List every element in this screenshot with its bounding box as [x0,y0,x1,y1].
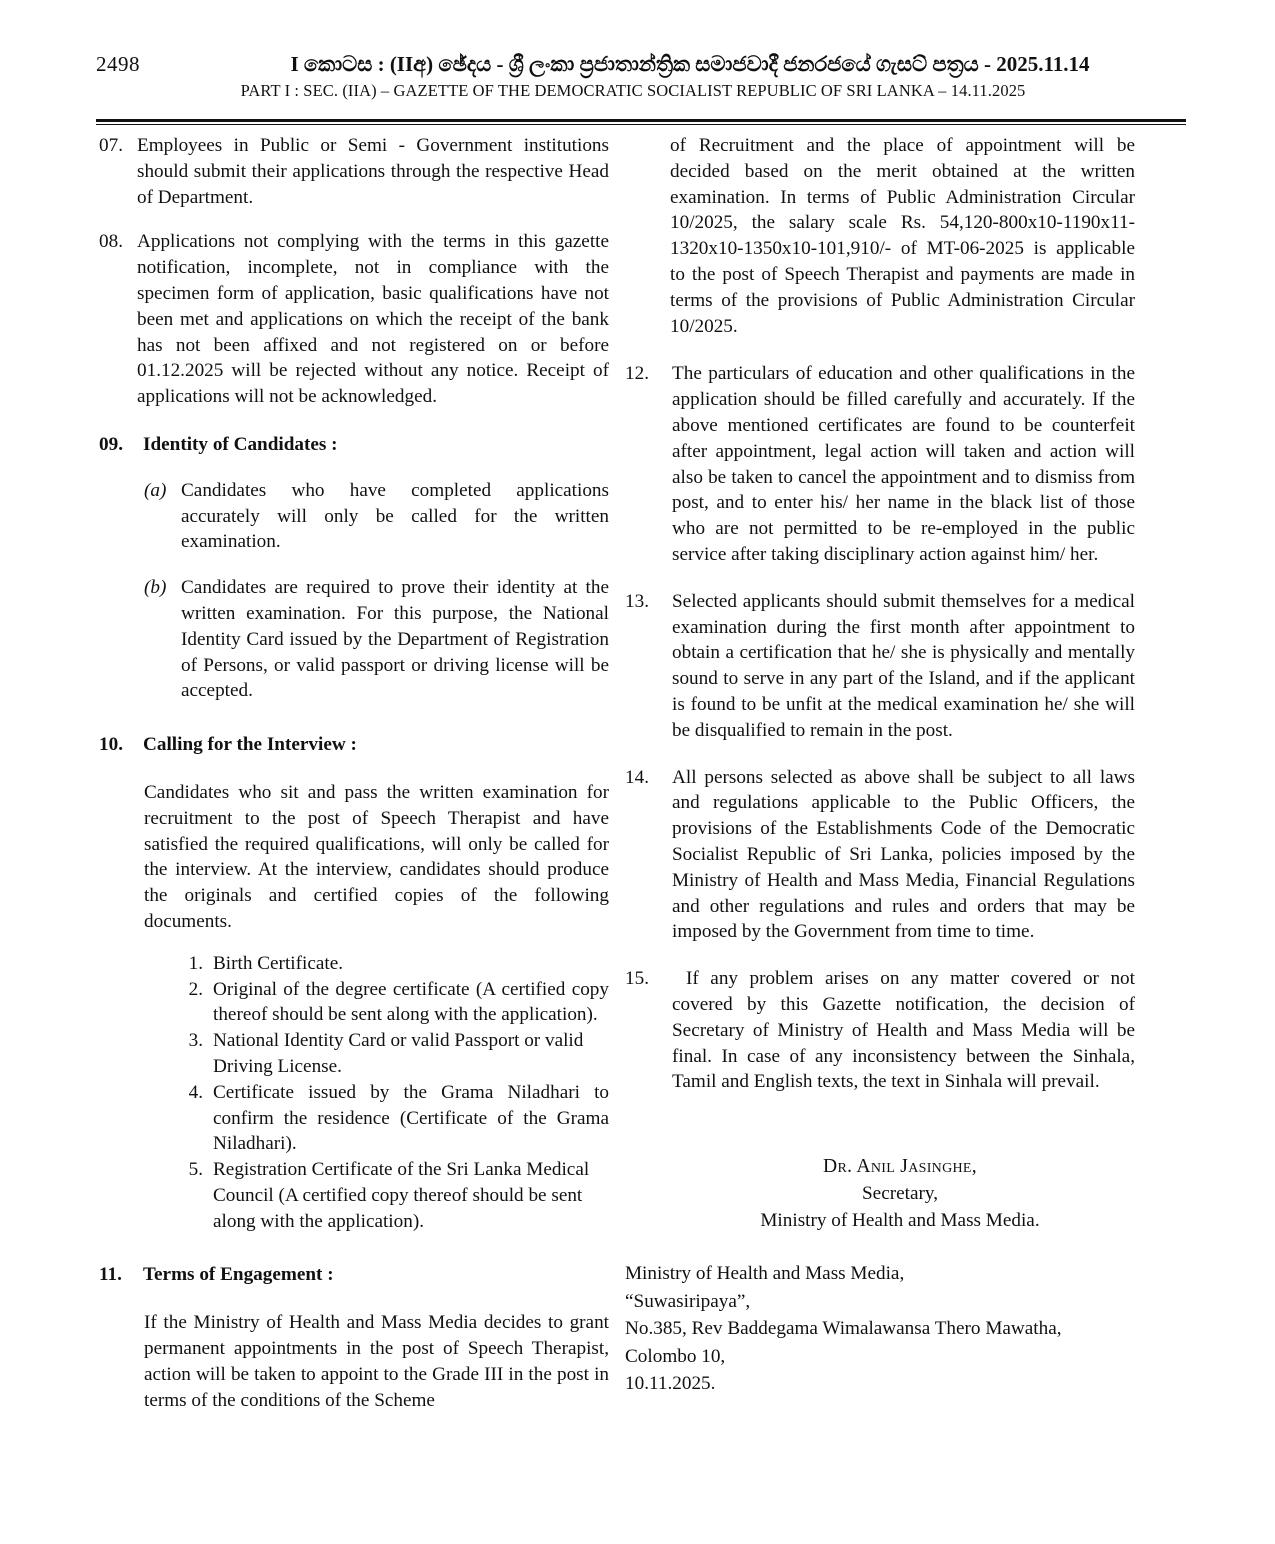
address-line-2: “Suwasiripaya”, [625,1290,751,1312]
heading-11 [99,1262,609,1288]
subclause-09b [144,575,609,704]
heading-09 [99,432,609,458]
heading-10 [99,732,609,758]
clause-12 [625,361,1135,567]
left-column [99,133,609,1429]
subclause-09a-text: Candidates who have completed applications accurately will only be called for the written examination. [181,479,609,553]
paragraph-11-continuation: of Recruitment and the place of appointment will be decided based on the merit obtained at the written examination. In terms of Public Administration Circular 10/2025, the salary scale Rs. 54,120-800x10-1190x11-1320x10-1350x10-101,910/- of MT-06-2025 is applicable to the post of Speech Therapist and payments are made in terms of the provisions of Public Administration Circular 10/2025. [670,135,1135,337]
header-rule-thin [96,124,1186,125]
signature-block [625,1153,1135,1234]
clause-07-text: Employees in Public or Semi - Government institutions should submit their applications through the respective Head of Department. [137,135,609,208]
address-date: 10.11.2025. [625,1373,716,1395]
list-item-text: Original of the degree certificate (A certified copy thereof should be sent along with the application). [213,978,609,1026]
clause-08-number: 08. [99,231,123,253]
heading-09-title: Identity of Candidates : [143,433,338,455]
list-item-number: 4. [188,1081,203,1103]
header-primary-row [96,52,1186,77]
clause-07-number: 07. [99,135,123,156]
address-block [625,1260,1135,1398]
subclause-09a-label: (a) [144,479,167,501]
list-item-number: 3. [188,1030,203,1052]
clause-13 [625,589,1135,744]
signatory-department: Ministry of Health and Mass Media. [760,1210,1040,1232]
clause-12-number: 12. [625,363,649,385]
list-item [177,1080,609,1157]
header-sinhala-title: I කොටස : (IIඅ) ඡේදය - ශ්‍රී ලංකා ප්‍රජාතාන්ත්‍රික සමාජවාදී ජනරජයේ ගැසට් පත්‍රය - 2025.11.14 [290,52,1090,76]
header-rule-thick [96,119,1186,122]
address-line-1: Ministry of Health and Mass Media, [625,1263,905,1285]
clause-12-text: The particulars of education and other qualifications in the application should be filled carefully and accurately. If the above mentioned certificates are found to be counterfeit after appointment, legal action will taken and action will also be taken to cancel the appointment and to dismiss from post, and to enter his/ her name in the black list of those who are not permitted to be re-employed in the public service after taking disciplinary action against him/ her. [672,363,1135,565]
list-item [177,1157,609,1234]
heading-11-number: 11. [99,1264,122,1286]
heading-10-number: 10. [99,734,123,756]
signatory-role: Secretary, [862,1183,938,1205]
signatory-name: Dr. Anil Jasinghe, [823,1156,977,1178]
list-item-text: National Identity Card or valid Passport or valid Driving License. [213,1030,584,1077]
header-english-title: PART I : SEC. (IIA) – GAZETTE OF THE DEMOCRATIC SOCIALIST REPUBLIC OF SRI LANKA – 14.11.2025 [240,81,1026,100]
clause-07 [99,133,609,210]
list-item-text: Birth Certificate. [213,952,344,974]
address-line-4: Colombo 10, [625,1345,726,1367]
list-item [177,1028,609,1080]
clause-14-text: All persons selected as above shall be subject to all laws and regulations applicable to the Public Officers, the provisions of the Establishments Code of the Democratic Socialist Republic of Sri Lanka, policies imposed by the Ministry of Health and Mass Media, Financial Regulations and other regulations and rules and orders that may be imposed by the Government from time to time. [672,766,1135,943]
page-number: 2498 [96,52,140,76]
list-item-text: Certificate issued by the Grama Niladhari to confirm the residence (Certificate of the Grama Niladhari). [213,1081,609,1155]
clause-08-text: Applications not complying with the terms in this gazette notification, incomplete, not in compliance with the specimen form of application, basic qualifications have not been met and applications on which the receipt of the bank has not been affixed and not registered on or before 01.12.2025 will be rejected without any notice. Receipt of applications will not be acknowledged. [137,231,609,408]
list-item-number: 5. [188,1159,203,1181]
list-item-text: Registration Certificate of the Sri Lanka Medical Council (A certified copy thereof should be sent along with the application). [213,1159,590,1232]
list-item-number: 2. [188,978,203,1000]
clause-15 [625,966,1135,1095]
list-item-number: 1. [188,952,203,974]
clause-15-number: 15. [625,968,649,990]
paragraph-10: Candidates who sit and pass the written examination for recruitment to the post of Speech Therapist and have satisfied the required qualifications, will only be called for the interview. At the interview, candidates should produce the originals and certified copies of the following documents. [144,781,609,932]
list-item [177,977,609,1029]
clause-15-text: If any problem arises on any matter covered or not covered by this Gazette notification, the decision of Secretary of Ministry of Health and Mass Media will be final. In case of any inconsistency between the Sinhala, Tamil and English texts, the text in Sinhala will prevail. [672,968,1135,1093]
subclause-09a [144,478,609,555]
list-item [177,951,609,977]
clause-14 [625,765,1135,946]
paragraph-11: If the Ministry of Health and Mass Media decides to grant permanent appointments in the post of Speech Therapist, action will be taken to appoint to the Grade III in the post in terms of the conditions of the Scheme [144,1312,609,1411]
heading-09-number: 09. [99,433,123,455]
address-line-3: No.385, Rev Baddegama Wimalawansa Thero Mawatha, [625,1318,1062,1340]
clause-14-number: 14. [625,766,649,788]
clause-08 [99,229,609,410]
subclause-09b-text: Candidates are required to prove their identity at the written examination. For this purpose, the National Identity Card issued by the Department of Registration of Persons, or valid passport or driving license will be accepted. [181,577,609,702]
required-documents-list [177,951,609,1235]
heading-11-title: Terms of Engagement : [143,1264,334,1286]
clause-13-number: 13. [625,590,649,612]
subclause-09b-label: (b) [144,577,167,599]
right-column [625,133,1135,1398]
clause-13-text: Selected applicants should submit themselves for a medical examination during the first month after appointment to obtain a certification that he/ she is physically and mentally sound to serve in any part of the Island, and if the applicant is found to be unfit at the medical examination he/ she will be disqualified to remain in the post. [672,590,1135,741]
heading-10-title: Calling for the Interview : [143,734,357,756]
page-header [96,52,1186,101]
